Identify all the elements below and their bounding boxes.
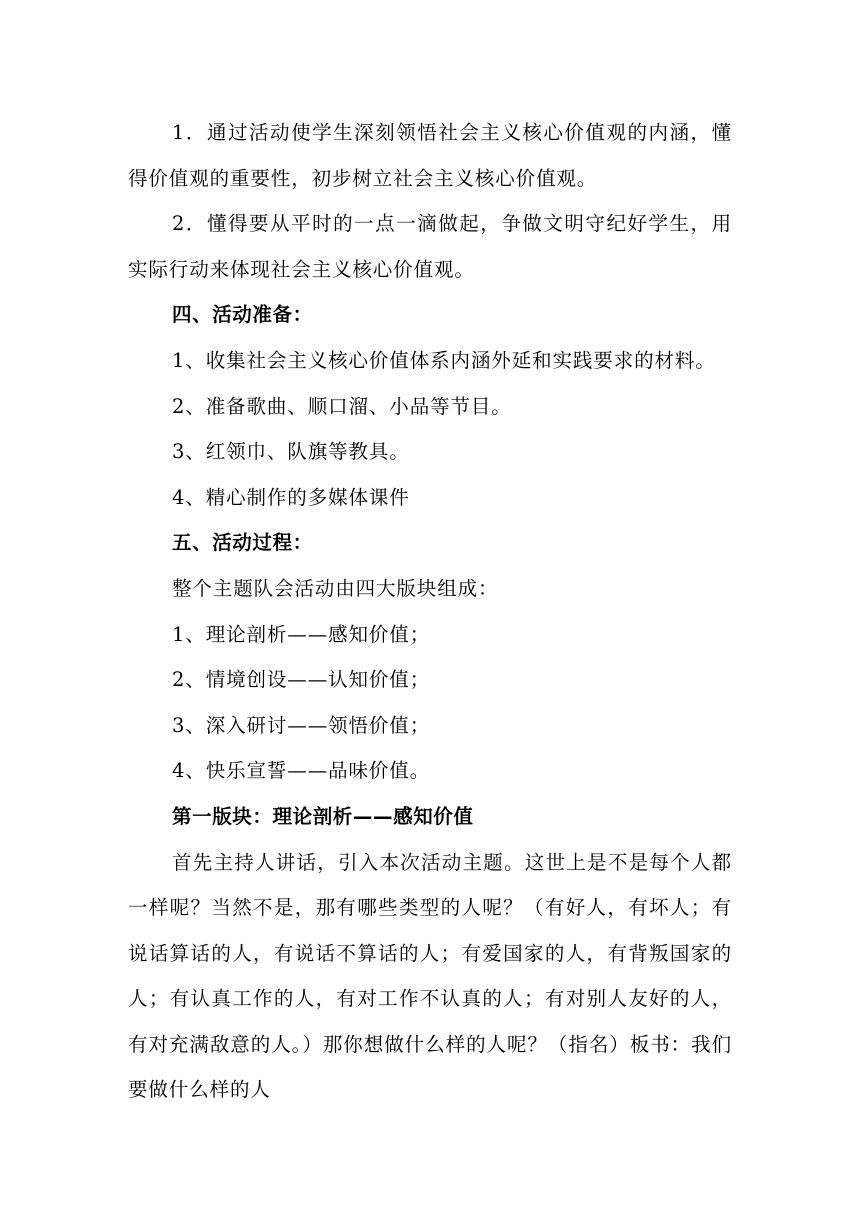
paragraph-process-4: 4、快乐宣誓——品味价值。 [172, 759, 431, 783]
paragraph-goal-1: 1．通过活动使学生深刻领悟社会主义核心价值观的内涵，懂得价值观的重要性，初步树立社会主义核心价值观。 [128, 121, 732, 190]
document-page [128, 110, 732, 1113]
paragraph-goal-2: 2．懂得要从平时的一点一滴做起，争做文明守纪好学生，用实际行动来体现社会主义核心价值观。 [128, 212, 732, 281]
paragraph-process-3: 3、深入研讨——领悟价值； [172, 713, 431, 737]
paragraph-process-intro: 整个主题队会活动由四大版块组成： [172, 576, 499, 600]
paragraph-prep-4: 4、精心制作的多媒体课件 [172, 485, 410, 509]
paragraph-prep-1: 1、收集社会主义核心价值体系内涵外延和实践要求的材料。 [172, 348, 716, 372]
paragraph-section-1-body: 首先主持人讲话，引入本次活动主题。这世上是不是每个人都一样呢？当然不是，那有哪些类型的人呢？（有好人，有坏人；有说话算话的人，有说话不算话的人；有爱国家的人，有背叛国家的人；有认真工作的人，有对工作不认真的人；有对别人友好的人，有对充满敌意的人。）那你想做什么样的人呢？（指名）板书：我们要做什么样的人 [128, 850, 732, 1102]
paragraph-process-1: 1、理论剖析——感知价值； [172, 622, 431, 646]
heading-section-1: 第一版块：理论剖析——感知价值 [172, 804, 474, 828]
paragraph-process-2: 2、情境创设——认知价值； [172, 668, 431, 692]
paragraph-prep-2: 2、准备歌曲、顺口溜、小品等节目。 [172, 394, 512, 418]
heading-activity-process: 五、活动过程： [172, 531, 313, 555]
paragraph-prep-3: 3、红领巾、队旗等教具。 [172, 440, 410, 464]
heading-activity-preparation: 四、活动准备： [172, 303, 313, 327]
